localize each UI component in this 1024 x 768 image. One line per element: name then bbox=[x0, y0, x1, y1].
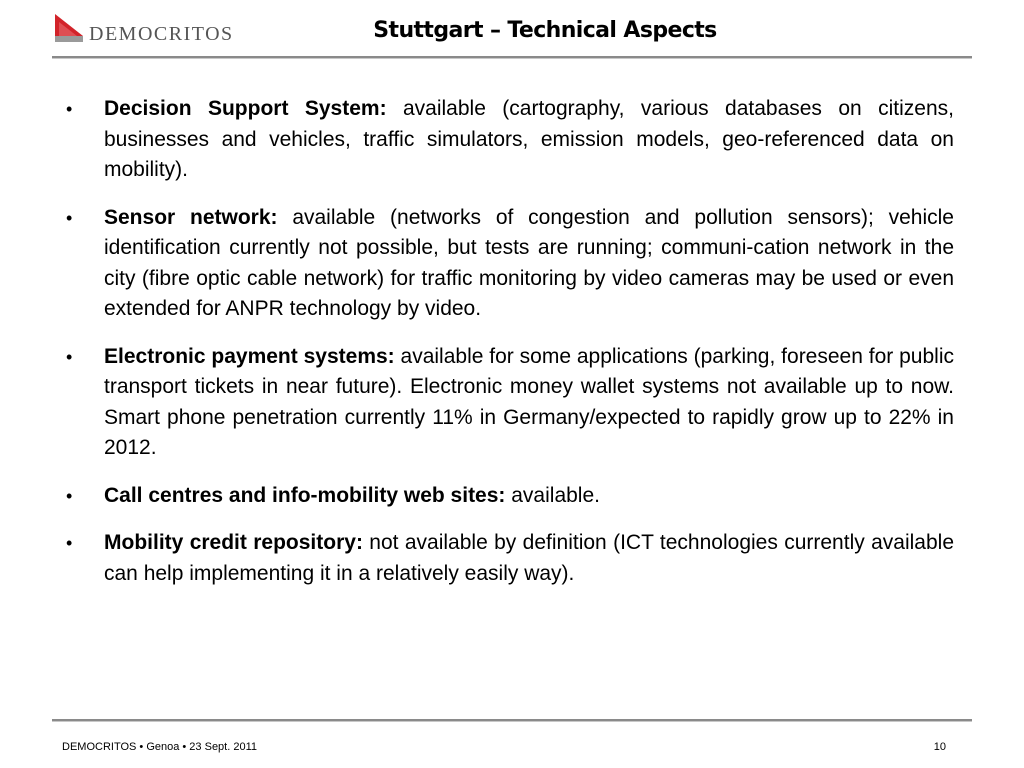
bullet-text: not available by definition (ICT technologies currently available can help implementing it in a relatively easily way). bbox=[104, 531, 954, 585]
list-item bbox=[62, 94, 954, 186]
democritos-logo bbox=[53, 12, 283, 46]
bullet-icon: • bbox=[66, 485, 73, 506]
page-number: 10 bbox=[933, 741, 946, 753]
bullet-term: Electronic payment systems: bbox=[104, 344, 395, 368]
bullet-icon: • bbox=[66, 346, 73, 367]
democritos-logo-icon bbox=[53, 12, 87, 44]
bullet-term: Mobility credit repository: bbox=[104, 531, 363, 554]
bullet-text: available (cartography, various databases on citizens, businesses and vehicles, traffic simulators, emission models, geo-referenced data on mobility). bbox=[104, 97, 954, 181]
bullet-text: available for some applications (parking, foreseen for public transport tickets in near future). Electronic money wallet systems not available up to now. Smart phone penetration currently 11% in Germany/expected to rapidly grow up to 22% in 2012. bbox=[104, 344, 954, 459]
header-divider bbox=[52, 56, 972, 59]
bullet-text: available (networks of congestion and pollution sensors); vehicle identification currently not possible, but tests are running; communi-cation network in the city (fibre optic cable network) for traffic monitoring by video cameras may be used or even extended for ANPR technology by video. bbox=[104, 205, 954, 320]
bullet-term: Call centres and info-mobility web sites: bbox=[104, 483, 506, 507]
slide-title: Stuttgart – Technical Aspects bbox=[373, 18, 717, 43]
list-item bbox=[62, 203, 954, 325]
list-item bbox=[62, 481, 954, 512]
bullet-icon: • bbox=[66, 533, 73, 553]
bullet-icon: • bbox=[66, 99, 73, 119]
bullet-term: Sensor network: bbox=[104, 205, 278, 229]
list-item bbox=[62, 342, 954, 464]
footer-text: DEMOCRITOS • Genoa • 23 Sept. 2011 bbox=[62, 741, 257, 753]
bullet-list bbox=[62, 94, 954, 606]
footer-divider bbox=[52, 719, 972, 722]
bullet-term: Decision Support System: bbox=[104, 97, 387, 120]
bullet-icon: • bbox=[66, 207, 73, 228]
list-item bbox=[62, 528, 954, 589]
logo-text: DEMOCRITOS bbox=[89, 23, 234, 45]
bullet-text: available. bbox=[505, 483, 600, 507]
